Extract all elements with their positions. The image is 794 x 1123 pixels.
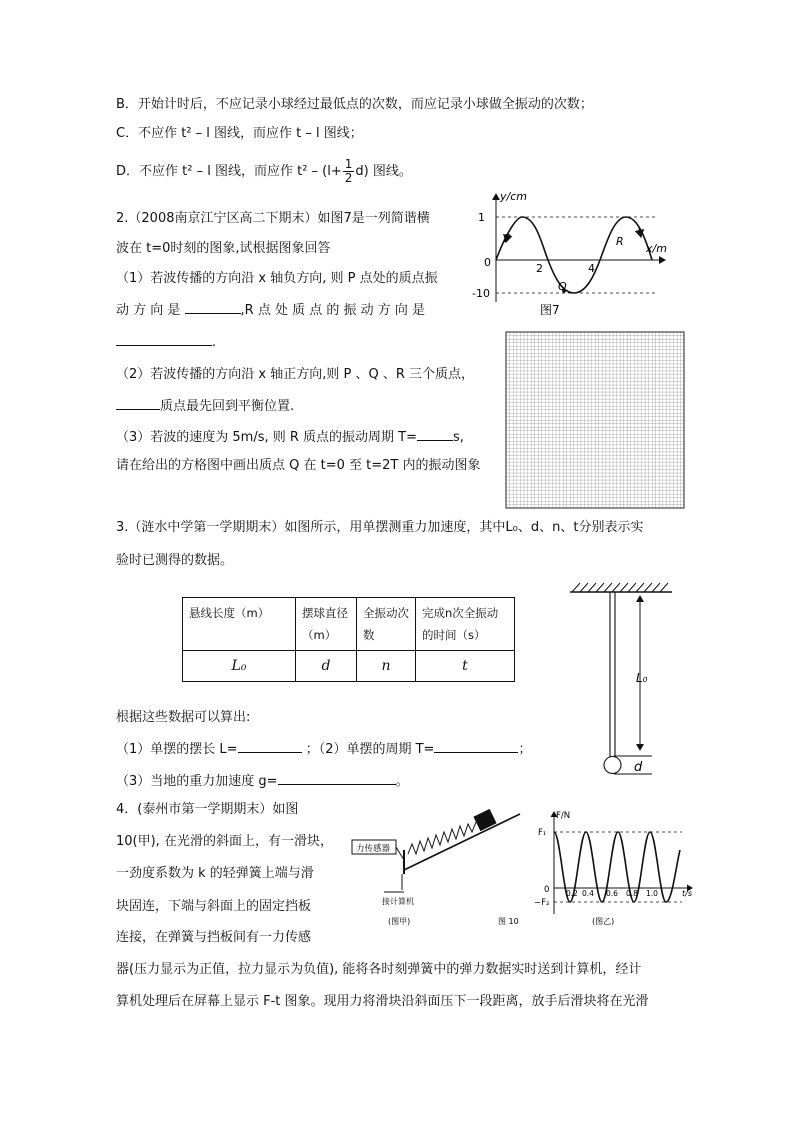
ft-t-label: t/s <box>682 889 692 898</box>
table-header-cell: 全振动次数 <box>357 598 416 651</box>
wave-tick-0: 0 <box>484 256 491 269</box>
q2-line4 <box>116 300 425 320</box>
spring <box>408 822 476 854</box>
q4-line6: 器(压力显示为正值，拉力显示为负值), 能将各时刻弹簧中的弹力数据实时送到计算机，经计 <box>116 962 642 977</box>
option-d <box>116 158 412 185</box>
q2-line8-end: s, <box>453 430 464 445</box>
q4-line2: 10(甲), 在光滑的斜面上，有一滑块， <box>116 834 333 849</box>
incline-figure <box>348 810 538 930</box>
q2-line7 <box>116 396 294 416</box>
table-cell-t: t <box>416 651 515 682</box>
q3-ask1-end: ； <box>518 742 532 757</box>
table-header-row <box>183 598 515 651</box>
wave-figure-7 <box>470 190 710 320</box>
table-cell-d: d <box>296 651 357 682</box>
wave-tick-4: 4 <box>588 262 595 275</box>
ft-tick-02: 0.2 <box>566 889 578 898</box>
ft-tick-08: 0.8 <box>626 889 638 898</box>
wave-label-r: R <box>616 235 624 248</box>
q4-line3: 一劲度系数为 k 的轻弹簧上端与滑 <box>116 866 314 881</box>
wave-x-label: x/m <box>646 242 667 255</box>
wave-label-q: Q <box>558 280 567 293</box>
label-d: d <box>634 760 643 775</box>
q3-ask1-start: （1）单摆的摆长 L= <box>116 742 238 757</box>
answer-grid[interactable] <box>506 332 684 508</box>
option-d-text: D．不应作 t² – l 图线，而应作 t² – (l+ <box>116 164 342 179</box>
answer-blank-period[interactable] <box>417 427 453 441</box>
wave-tick-2: 2 <box>536 262 543 275</box>
caption-fig10: 图 10 <box>498 917 519 926</box>
sensor-connector <box>396 847 404 860</box>
pendulum-figure <box>566 580 686 780</box>
q2-line9: 请在给出的方格图中画出质点 Q 在 t=0 至 t=2T 内的振动图象 <box>116 458 481 473</box>
q4-line4: 块固连，下端与斜面上的固定挡板 <box>116 899 312 914</box>
fraction-half <box>343 158 355 185</box>
ft-tick-06: 0.6 <box>606 889 618 898</box>
wave-caption: 图7 <box>540 303 560 317</box>
q2-line5-end: . <box>212 335 217 350</box>
ft-origin: 0 <box>544 885 550 895</box>
q2-line6: （2）若波传播的方向沿 x 轴正方向,则 P 、Q 、R 三个质点， <box>116 367 474 382</box>
q3-line1: 3.（涟水中学第一学期期末）如图所示，用单摆测重力加速度，其中L₀、d、n、t分别表示实 <box>116 520 644 535</box>
answer-blank-period-q3[interactable] <box>434 739 518 753</box>
q2-line8-start: （3）若波的速度为 5m/s, 则 R 质点的振动周期 T= <box>116 430 418 445</box>
wave-curve <box>496 217 652 293</box>
caption-yi: (图乙) <box>592 917 615 926</box>
q3-ask2 <box>116 771 409 791</box>
table-header-cell: 完成n次全振动的时间（s） <box>416 598 515 651</box>
answer-blank-first-point[interactable] <box>116 396 160 410</box>
q2-line3: （1）若波传播的方向沿 x 轴负方向, 则 P 点处的质点振 <box>116 271 438 286</box>
q3-after: 根据这些数据可以算出: <box>116 710 251 725</box>
q4-line5: 连接，在弹簧与挡板间有一力传感 <box>116 930 312 945</box>
q4-line1: 4．(泰州市第一学期期末）如图 <box>116 802 299 817</box>
q2-line5 <box>116 332 216 352</box>
pendulum-data-table <box>182 597 515 682</box>
q2-line8 <box>116 427 464 447</box>
ft-f1-label: F₁ <box>538 828 547 838</box>
q3-ask1-mid: ；（2）单摆的周期 T= <box>305 742 435 757</box>
option-c: C．不应作 t² – l 图线，而应作 t – l 图线； <box>116 126 363 141</box>
q2-line2: 波在 t=0时刻的图象,试根据图象回答 <box>116 241 331 256</box>
table-header-cell: 摆球直径（m） <box>296 598 357 651</box>
answer-blank-r-direction[interactable] <box>116 332 212 346</box>
force-time-graph <box>532 806 712 930</box>
wave-y-label: y/cm <box>500 190 527 203</box>
label-l0: L₀ <box>636 671 648 685</box>
q2-line4-end: ,R 点 处 质 点 的 振 动 方 向 是 <box>240 303 426 318</box>
incline-surface <box>404 814 520 870</box>
fraction-numerator: 1 <box>344 157 353 171</box>
ft-tick-10: 1.0 <box>646 889 658 898</box>
table-row <box>183 651 515 682</box>
ft-f2-label: −F₂ <box>534 898 550 908</box>
q3-ask2-start: （3）当地的重力加速度 g= <box>116 774 278 789</box>
ft-y-label: F/N <box>556 811 571 821</box>
answer-blank-p-direction[interactable] <box>185 300 241 314</box>
pendulum-bob <box>604 757 621 774</box>
wave-tick-neg10: -10 <box>472 287 490 300</box>
q4-line7: 算机处理后在屏幕上显示 F-t 图象。现用力将滑块沿斜面压下一段距离，放手后滑块将在光滑 <box>116 994 649 1009</box>
q2-line7-end: 质点最先回到平衡位置. <box>160 399 295 414</box>
q2-line1: 2.（2008南京江宁区高二下期末）如图7是一列简谐横 <box>116 211 430 226</box>
sensor-label: 力传感器 <box>356 844 391 854</box>
option-d-tail: d) 图线。 <box>355 164 412 179</box>
q3-ask1 <box>116 739 531 759</box>
q3-line2: 验时已测得的数据。 <box>116 553 234 568</box>
table-header-cell: 悬线长度（m） <box>183 598 296 651</box>
computer-label: 接计算机 <box>382 897 414 906</box>
table-cell-l0: L₀ <box>183 651 296 682</box>
caption-jia: (图甲) <box>388 917 411 926</box>
answer-blank-length[interactable] <box>238 739 302 753</box>
fraction-denominator: 2 <box>344 171 353 185</box>
ceiling-hatching <box>572 583 668 592</box>
q3-ask2-end: 。 <box>395 774 409 789</box>
answer-blank-gravity[interactable] <box>278 771 396 785</box>
option-b: B．开始计时后，不应记录小球经过最低点的次数，而应记录小球做全振动的次数； <box>116 97 593 112</box>
ft-tick-04: 0.4 <box>582 889 594 898</box>
table-cell-n: n <box>357 651 416 682</box>
q2-line4-start: 动 方 向 是 <box>116 303 181 318</box>
wave-tick-1: 1 <box>478 211 485 224</box>
wave-label-p: P <box>504 232 511 245</box>
